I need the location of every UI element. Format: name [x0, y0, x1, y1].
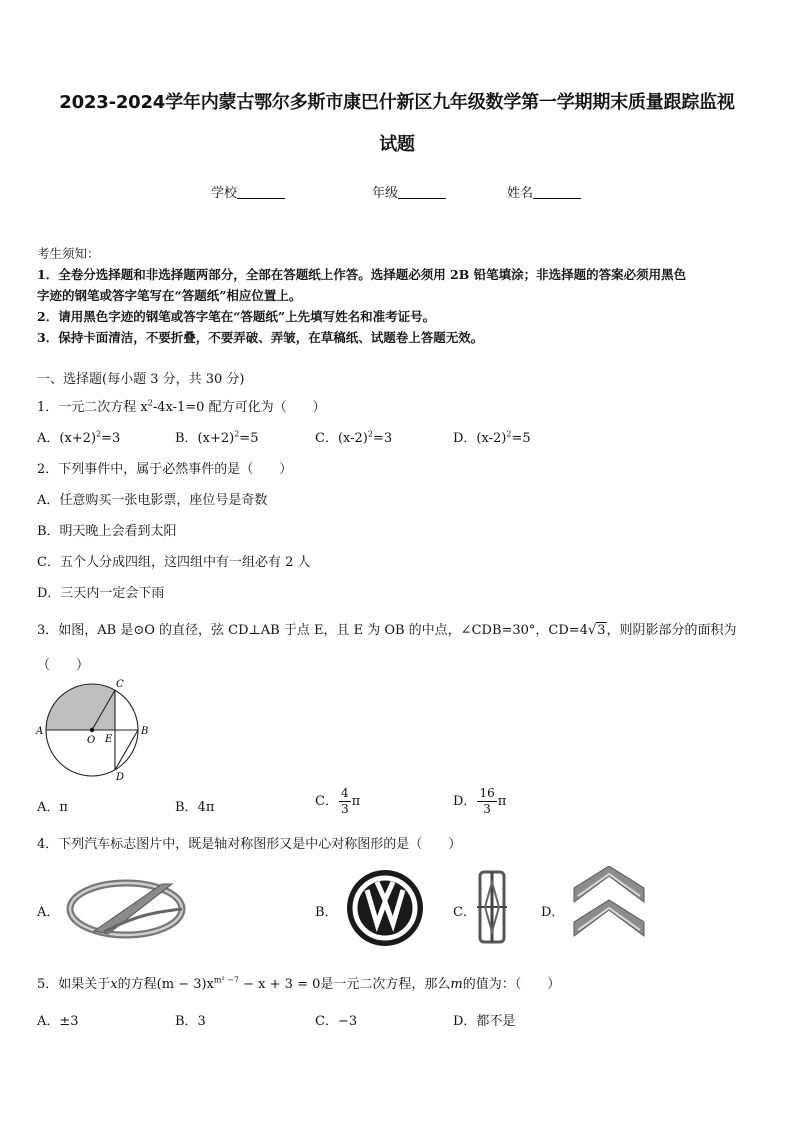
circle-diagram	[34, 676, 159, 786]
q2-option-a[interactable]: A．任意购买一张电影票，座位号是奇数	[37, 493, 268, 508]
question-1-stem: 1．一元二次方程 $x^2-4x-1=0$ 配方可化为（ ）	[37, 398, 326, 415]
school-field	[211, 182, 285, 201]
label-b: B	[141, 726, 149, 737]
q4-option-c-label[interactable]: C．	[453, 905, 476, 920]
school-blank	[237, 186, 285, 199]
q5-option-b[interactable]: B．3	[175, 1014, 206, 1029]
notice-item-3: 3．保持卡面清洁，不要折叠，不要弄破、弄皱，在草稿纸、试题卷上答题无效。	[37, 330, 484, 345]
segment-db	[115, 730, 138, 770]
center-dot	[90, 728, 94, 732]
school-label: 学校	[211, 186, 238, 201]
question-4-stem: 4．下列汽车标志图片中，既是轴对称图形又是中心对称图形的是（ ）	[37, 837, 462, 852]
q1-option-c[interactable]: C．$(x-2)^2=3$	[315, 429, 393, 446]
q3-option-c[interactable]: C． $\frac{4}{3}$ π	[315, 786, 361, 816]
q2-option-d[interactable]: D．三天内一定会下雨	[37, 586, 165, 601]
q5-option-a[interactable]: A．±3	[37, 1014, 79, 1029]
question-5-stem: 5．如果关于x的方程$(m - 3)x^{m^2 -7} - x + 3 = 0$是一元二次方程，那么m的值为：（ ）	[37, 975, 561, 992]
lincoln-logo-icon[interactable]	[477, 868, 507, 946]
label-c: C	[116, 679, 124, 690]
question-2-stem: 2．下列事件中，属于必然事件的是（ ）	[37, 462, 293, 477]
label-a: A	[36, 726, 44, 737]
notice-item-1-cont: 字迹的钢笔或答字笔写在“答题纸”相应位置上。	[37, 288, 302, 303]
notice-heading: 考生须知：	[37, 246, 100, 261]
name-label: 姓名	[507, 186, 534, 201]
q3-option-a[interactable]: A．π	[37, 800, 68, 815]
name-field	[507, 182, 581, 201]
q5-option-d[interactable]: D．都不是	[453, 1014, 516, 1029]
question-3-stem: 3．如图，AB 是⊙O 的直径，弦 CD⊥AB 于点 E，且 E 为 OB 的中点，∠CDB=30°，CD=4√3，则阴影部分的面积为	[37, 623, 737, 638]
citroen-logo-icon[interactable]	[570, 866, 648, 946]
q2-option-c[interactable]: C．五个人分成四组，这四组中有一组必有 2 人	[37, 555, 311, 570]
q4-option-b-label[interactable]: B．	[315, 905, 338, 920]
q3-option-b[interactable]: B．4π	[175, 800, 215, 815]
notice-item-2: 2．请用黑色字迹的钢笔或答字笔在“答题纸”上先填写姓名和准考证号。	[37, 309, 436, 324]
name-blank	[533, 186, 581, 199]
q4-option-a-label[interactable]: A．	[37, 905, 60, 920]
q1-option-b[interactable]: B．$(x+2)^2=5$	[175, 429, 259, 446]
label-o: O	[87, 735, 96, 746]
notice-item-1: 1．全卷分选择题和非选择题两部分，全部在答题纸上作答。选择题必须用 2B 铅笔填涂；非选择题的答案必须用黑色	[37, 267, 687, 282]
grade-field	[372, 182, 446, 201]
page-title: 2023-2024学年内蒙古鄂尔多斯市康巴什新区九年级数学第一学期期末质量跟踪监视	[59, 92, 735, 113]
q4-option-d-label[interactable]: D．	[541, 905, 565, 920]
volkswagen-logo-icon[interactable]	[345, 868, 425, 948]
grade-blank	[398, 186, 446, 199]
q1-option-a[interactable]: A．$(x+2)^2=3$	[37, 429, 121, 446]
page-title-continued: 试题	[379, 134, 415, 155]
q2-option-b[interactable]: B．明天晚上会看到太阳	[37, 524, 177, 539]
label-d: D	[116, 772, 125, 783]
question-3-stem-cont: （ ）	[37, 658, 90, 673]
section-heading: 一、选择题(每小题 3 分，共 30 分)	[37, 372, 245, 387]
sqrt-symbol: √3	[587, 623, 606, 638]
q3-option-d[interactable]: D． $\frac{16}{3}$ π	[453, 786, 507, 816]
label-e: E	[105, 734, 113, 745]
q1-option-d[interactable]: D．$(x-2)^2=5$	[453, 429, 531, 446]
grade-label: 年级	[372, 186, 399, 201]
oldsmobile-logo-icon[interactable]	[64, 876, 188, 942]
q5-option-c[interactable]: C．−3	[315, 1014, 358, 1029]
